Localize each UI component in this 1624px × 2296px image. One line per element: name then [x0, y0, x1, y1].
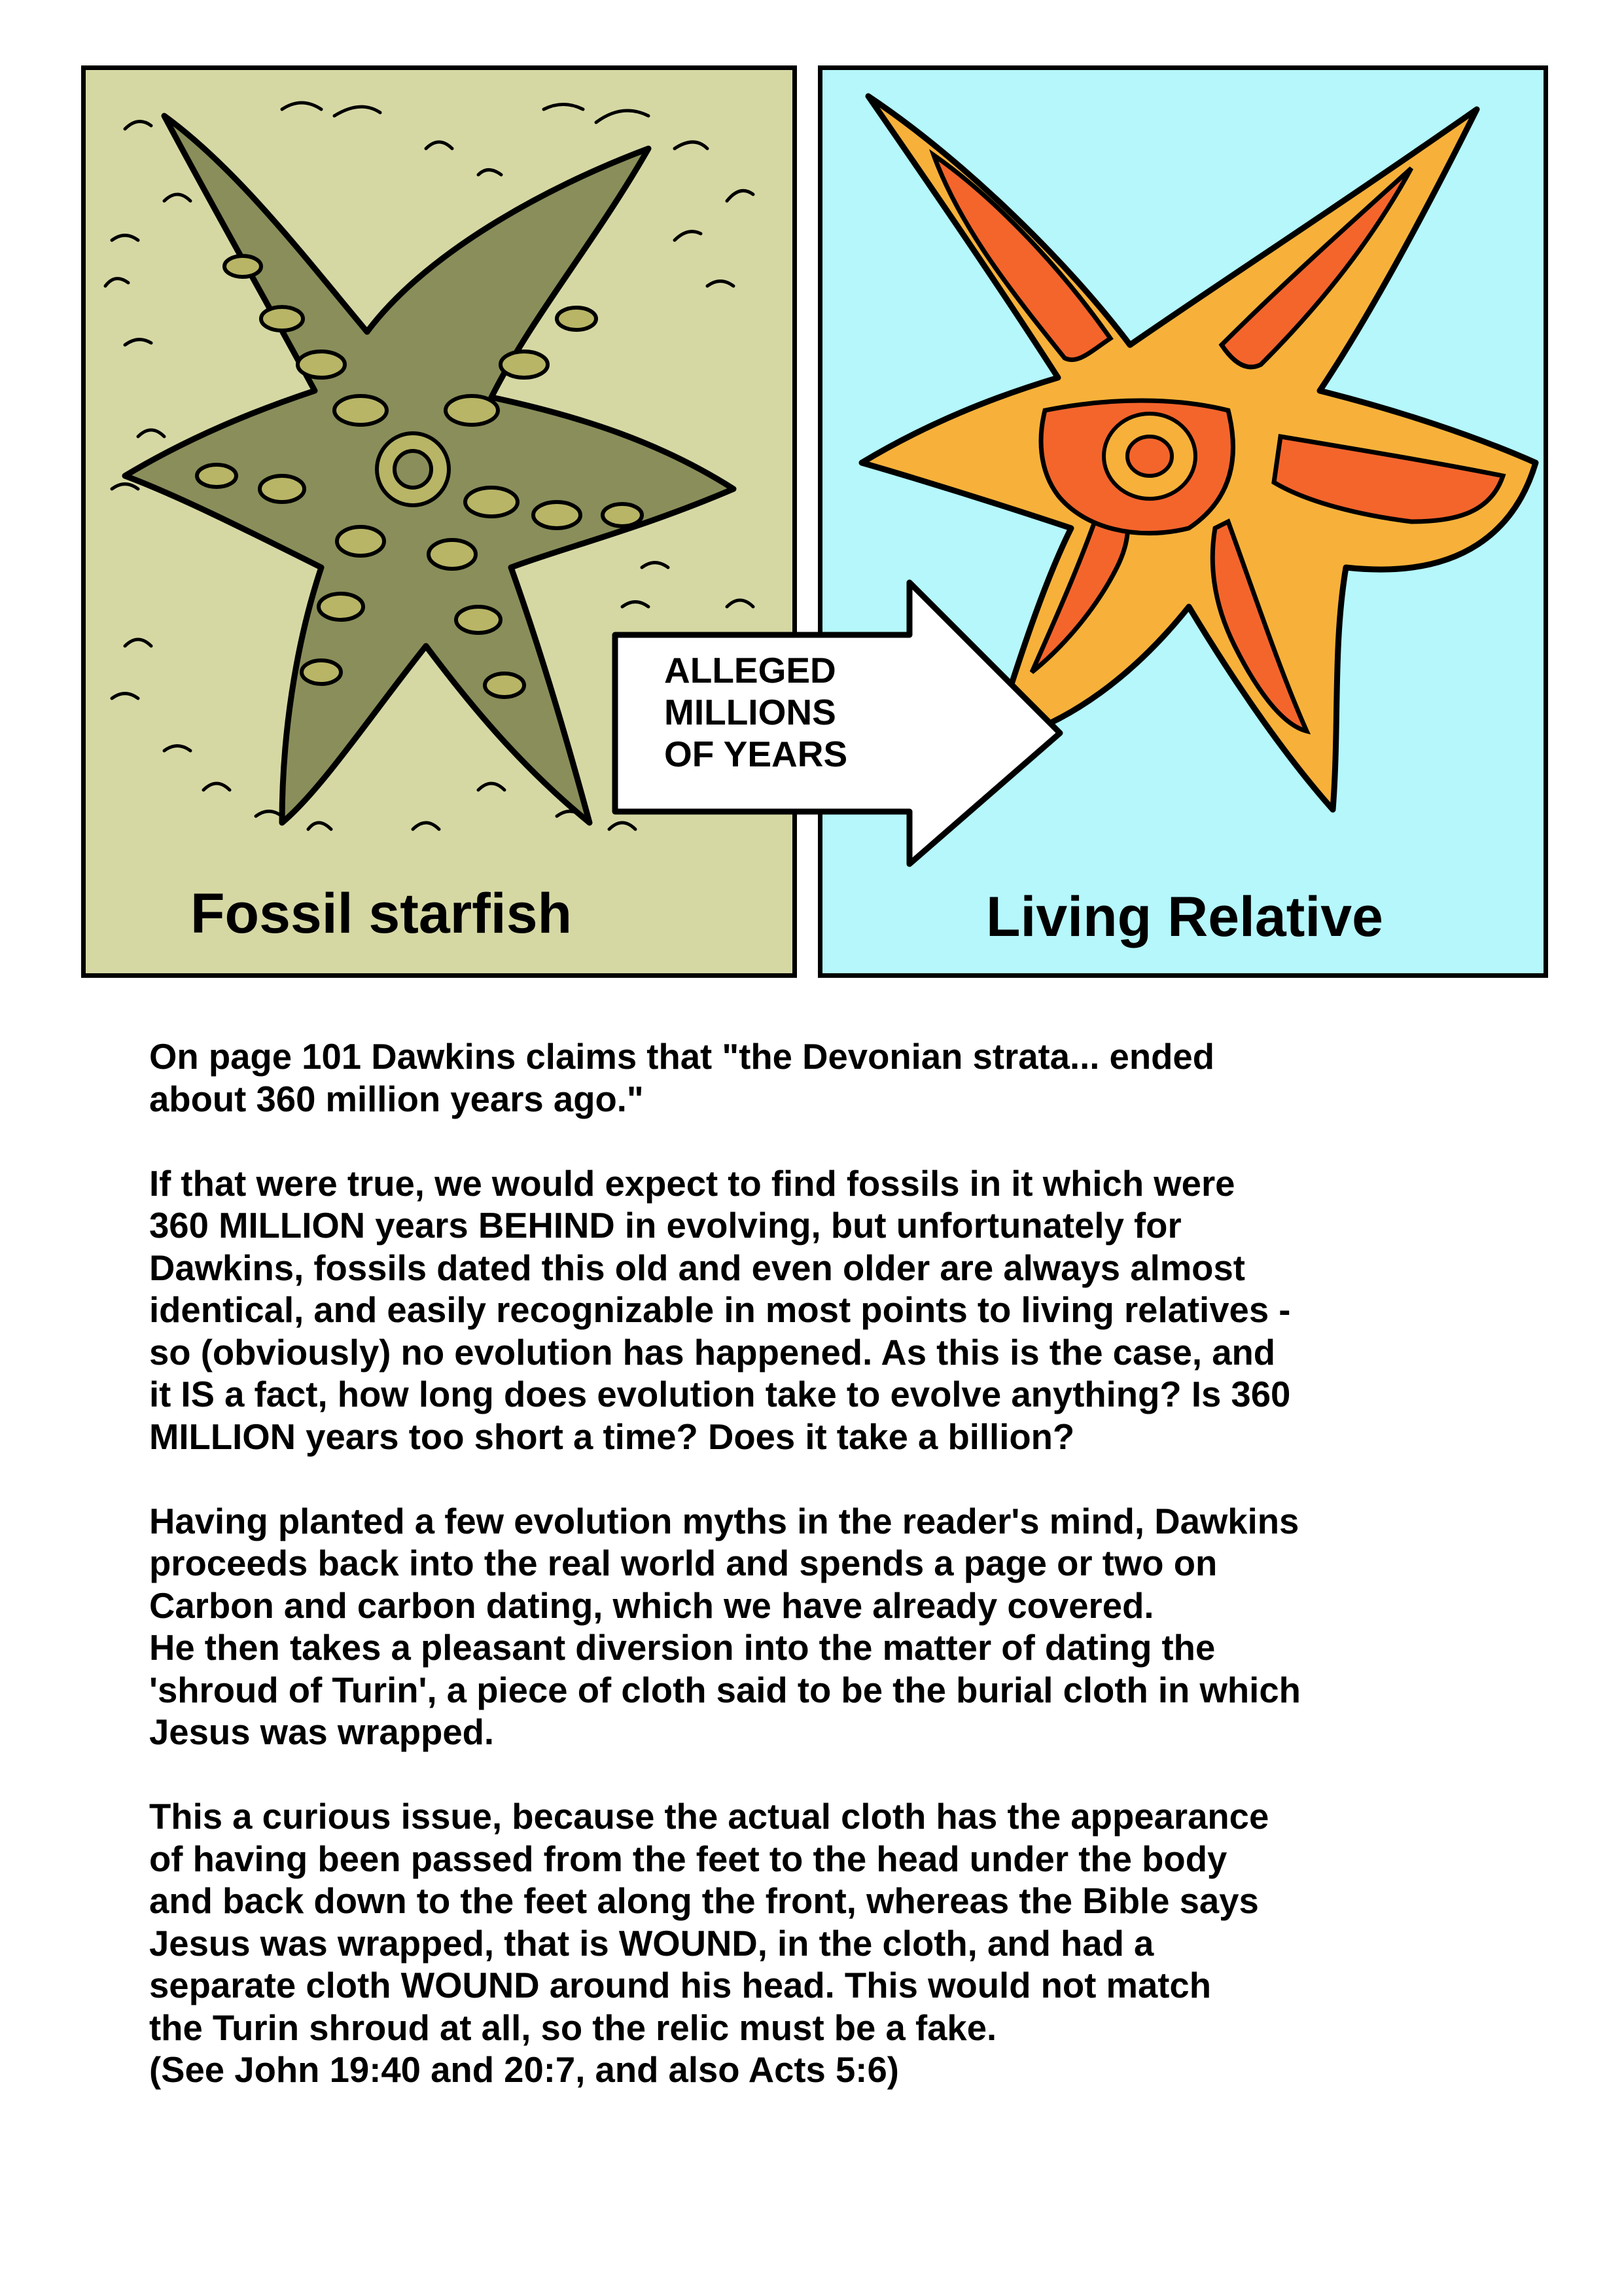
text-line: 360 MILLION years BEHIND in evolving, but unfortunately for: [149, 1206, 1182, 1246]
text-line: separate cloth WOUND around his head. This would not match: [149, 1965, 1212, 2005]
living-center: [1104, 414, 1195, 499]
arrow-label-line: ALLEGED: [664, 650, 836, 691]
arrow-label-line: OF YEARS: [664, 734, 848, 774]
text-line: identical, and easily recognizable in most points to living relatives -: [149, 1290, 1291, 1330]
fossil-caption: Fossil starfish: [190, 882, 573, 945]
paragraph: [149, 1036, 1549, 1121]
text-line: MILLION years too short a time? Does it take a billion?: [149, 1416, 1075, 1457]
text-line: and back down to the feet along the front, whereas the Bible says: [149, 1881, 1259, 1921]
living-caption: Living Relative: [986, 886, 1383, 948]
text-line: of having been passed from the feet to the head under the body: [149, 1839, 1227, 1879]
text-line: (See John 19:40 and 20:7, and also Acts 5:6): [149, 2050, 899, 2090]
text-line: Jesus was wrapped.: [149, 1712, 495, 1752]
text-line: Having planted a few evolution myths in the reader's mind, Dawkins: [149, 1501, 1299, 1541]
text-line: Jesus was wrapped, that is WOUND, in the cloth, and had a: [149, 1923, 1154, 1964]
text-line: 'shroud of Turin', a piece of cloth said to be the burial cloth in which: [149, 1670, 1301, 1710]
arrow-label-line: MILLIONS: [664, 692, 836, 732]
text-line: If that were true, we would expect to find fossils in it which were: [149, 1163, 1235, 1204]
arrow-label: [664, 649, 847, 775]
paragraph: [149, 1501, 1549, 1754]
text-line: Carbon and carbon dating, which we have already covered.: [149, 1585, 1154, 1626]
text-line: it IS a fact, how long does evolution take to evolve anything? Is 360: [149, 1374, 1291, 1414]
text-line: On page 101 Dawkins claims that "the Devonian strata... ended: [149, 1037, 1215, 1077]
paragraph: [149, 1796, 1549, 2092]
body-text: [149, 1036, 1549, 2134]
paragraph: [149, 1163, 1549, 1459]
text-line: the Turin shroud at all, so the relic must be a fake.: [149, 2007, 997, 2048]
text-line: about 360 million years ago.": [149, 1079, 644, 1119]
text-line: He then takes a pleasant diversion into the matter of dating the: [149, 1628, 1216, 1668]
text-line: This a curious issue, because the actual cloth has the appearance: [149, 1797, 1269, 1837]
text-line: Dawkins, fossils dated this old and even older are always almost: [149, 1247, 1245, 1288]
text-line: so (obviously) no evolution has happened. As this is the case, and: [149, 1332, 1276, 1372]
text-line: proceeds back into the real world and spends a page or two on: [149, 1543, 1218, 1583]
